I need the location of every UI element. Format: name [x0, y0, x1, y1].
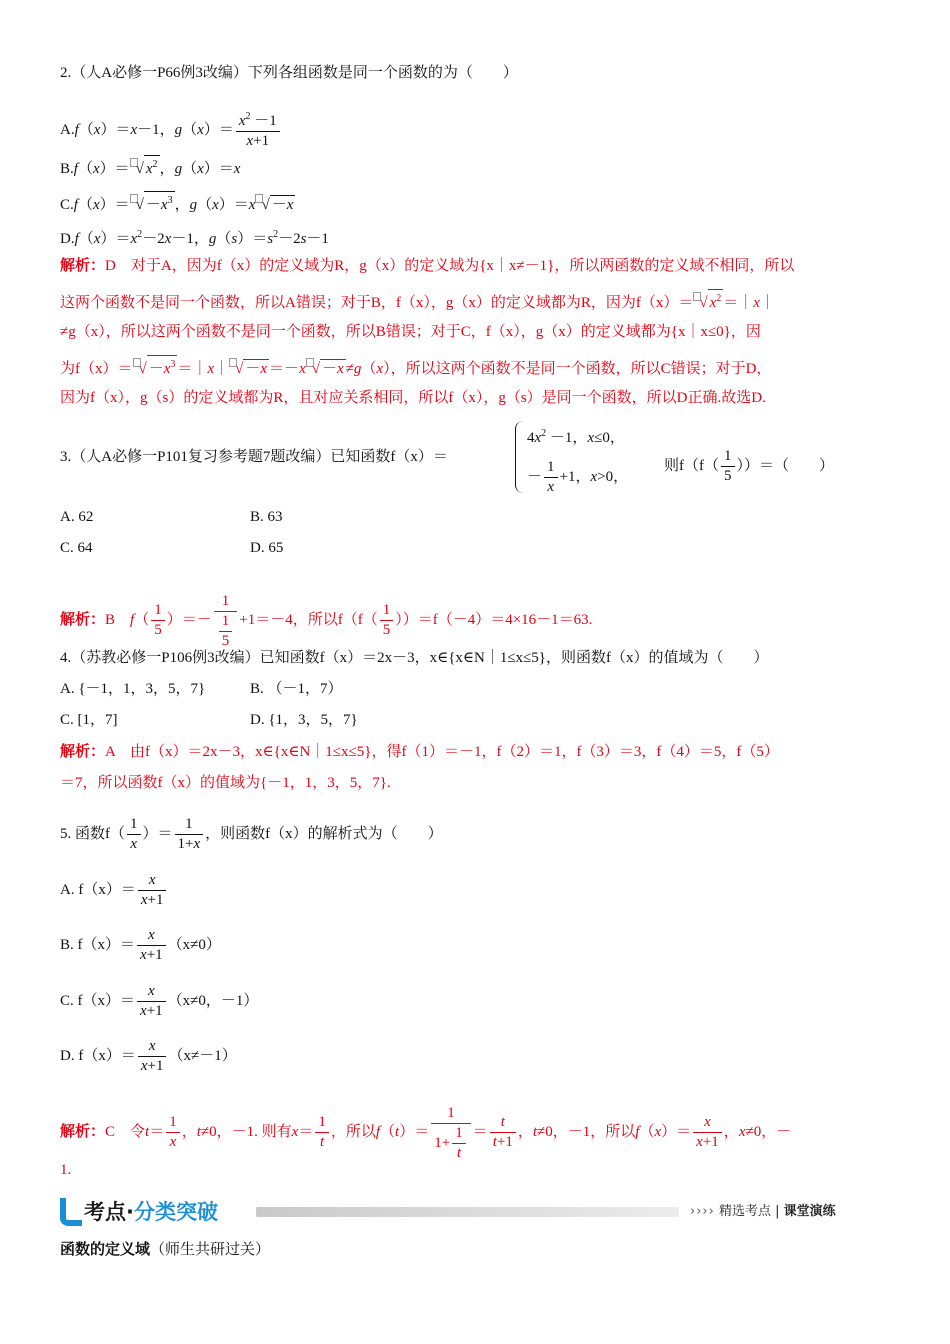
q3-option-d: D. 65	[250, 540, 284, 556]
q2-answer-line-2: 这两个函数不是同一个函数，所以A错误；对于B，f（x），g（x）的定义域都为R，因为f（x）＝ √ $x^2$ ＝｜x｜	[60, 289, 775, 313]
q3-piece-2: － $\frac{1}{x}$ +1，x>0，	[527, 459, 629, 495]
banner-title: 考点·分类突破	[84, 1200, 218, 1224]
q2-stem: 2.（人A必修一P66例3改编）下列各组函数是同一个函数的为（ ）	[60, 65, 518, 81]
q5-answer: 解析：C 令t＝ $\frac{1}{x}$ ，t≠0，－1. 则有x＝ $\frac{1}{t}$ ，所以f（t）＝ 1 1+ $\frac{1}{t}$ ＝ $\frac{t}{t+1}$ ，t≠0，－1，所以f（x）＝ $\frac{x}{x+1}$ ，x≠0，－	[60, 1105, 792, 1161]
q2-answer-line-5: 因为f（x），g（s）的定义域都为R，且对应关系相同，所以f（x），g（s）是同一个函数，所以D正确.故选D.	[60, 390, 766, 406]
q2-answer-line-4: 为f（x）＝ √ $-x^3$ ＝｜x｜ √ －x ＝－x √ －x ≠g（x），所以这两个函数不是同一个函数，所以C错误；对于D，	[60, 355, 771, 379]
q2-answer-line-1: 解析：D 对于A，因为f（x）的定义域为R，g（x）的定义域为{x｜x≠－1}，所以两函数的定义域不相同，所以	[60, 258, 795, 274]
q3-option-c: C. 64	[60, 540, 93, 556]
section-banner	[60, 1196, 890, 1230]
q5-answer-end: 1.	[60, 1162, 72, 1178]
q3-tail: 则f（f（ $\frac{1}{5}$ ））＝（ ）	[664, 448, 835, 484]
q3-stem: 3.（人A必修一P101复习参考题7题改编）已知函数f（x）＝	[60, 449, 448, 465]
chevrons-icon: ››››	[690, 1204, 715, 1219]
q5-option-d: D. f（x）＝ $\frac{x}{x+1}$ （x≠－1）	[60, 1038, 237, 1074]
q2-option-d: $D.f(x)=x^2-2x-1$，$g(s)=s^2-2s-1$	[60, 229, 329, 247]
q5-stem: 5. 函数f（ $\frac{1}{x}$ ）＝ $\frac{1}{1+x}$ ，则函数f（x）的解析式为（ ）	[60, 816, 443, 852]
q2-answer-line-3: ≠g（x），所以这两个函数不是同一个函数，所以B错误；对于C，f（x），g（x）的定义域都为{x｜x≤0}，因	[60, 324, 761, 340]
q4-option-d: D. {1，3，5，7}	[250, 712, 358, 728]
q5-option-c: C. f（x）＝ $\frac{x}{x+1}$ （x≠0，－1）	[60, 983, 259, 1019]
q2-option-b: B.f（x）＝ √ $x^2$ ，g（x）＝x	[60, 155, 240, 179]
banner-mark-icon	[60, 1198, 82, 1226]
q3-answer: 解析：B f（ $\frac{1}{5}$ ）＝－ $\frac{1}{\frac{1}{5}}$ +1＝－4，所以f（f（ $\frac{1}{5}$ ））＝f（－4）＝4×16－1＝63.	[60, 593, 593, 649]
q3-piecewise-brace	[515, 421, 524, 493]
banner-right-label: ›››› 精选考点 | 课堂演练	[690, 1204, 836, 1219]
q2-option-c: C.f（x）＝ √ $-x^3$ ，g（x）＝x √ －x	[60, 191, 295, 215]
q5-option-b: B. f（x）＝ $\frac{x}{x+1}$ （x≠0）	[60, 927, 221, 963]
q3-option-b: B. 63	[250, 509, 283, 525]
q5-option-a: A. f（x）＝ $\frac{x}{x+1}$	[60, 871, 168, 910]
q4-stem: 4.（苏教必修一P106例3改编）已知函数f（x）＝2x－3，x∈{x∈N｜1≤x≤5}，则函数f（x）的值域为（ ）	[60, 650, 769, 666]
q2-option-a: A.f（x）＝x－1，g（x）＝ $\frac{x^2 -1}{x+1}$	[60, 107, 282, 151]
q3-option-a: A. 62	[60, 509, 94, 525]
q4-option-b: B. （－1，7）	[250, 681, 343, 697]
q4-option-a: A. {－1，1，3，5，7}	[60, 681, 206, 697]
banner-divider-bar	[256, 1207, 679, 1217]
q3-piece-1: $4x^2 -1$，x≤0，	[527, 428, 625, 446]
section-heading: 函数的定义域（师生共研过关）	[60, 1240, 271, 1258]
q4-answer-line-1: 解析：A 由f（x）＝2x－3，x∈{x∈N｜1≤x≤5}，得f（1）＝－1，f（2）＝1，f（3）＝3，f（4）＝5，f（5）	[60, 744, 779, 760]
q4-answer-line-2: ＝7，所以函数f（x）的值域为{－1，1，3，5，7}.	[60, 775, 391, 791]
q4-option-c: C. [1，7]	[60, 712, 118, 728]
